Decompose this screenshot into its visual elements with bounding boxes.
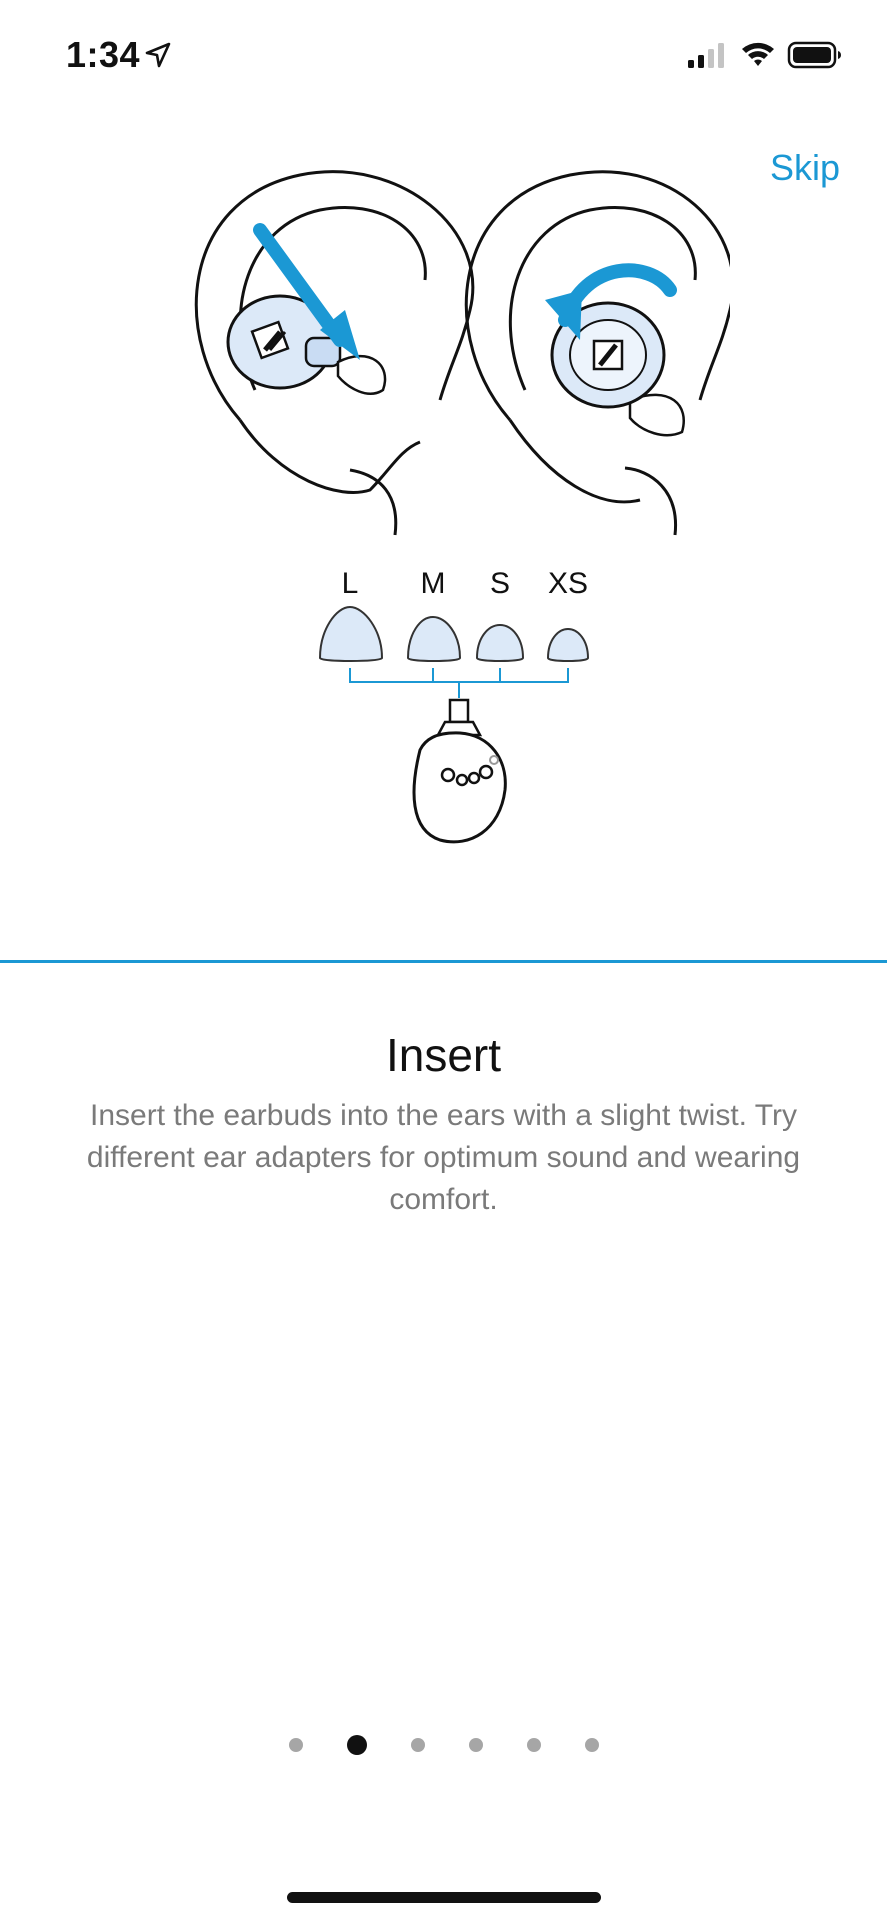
earbud-body-illustration	[414, 700, 505, 842]
size-label-m: M	[420, 567, 446, 600]
location-arrow-icon	[145, 42, 171, 68]
status-bar	[0, 0, 887, 110]
earbud-insert-illustration	[170, 150, 730, 850]
ear-tip-m	[408, 617, 460, 661]
page-indicator	[0, 1730, 887, 1760]
size-label-l: L	[341, 567, 359, 600]
page-dot-1[interactable]	[289, 1738, 303, 1752]
size-label-s: S	[489, 567, 511, 600]
page-dot-4[interactable]	[469, 1738, 483, 1752]
ear-tip-s	[477, 625, 523, 661]
size-label-xs: XS	[547, 567, 589, 600]
ear-tip-xs	[548, 629, 588, 661]
section-divider	[0, 960, 887, 963]
right-ear-illustration	[466, 172, 730, 535]
page-dot-2-active[interactable]	[347, 1735, 367, 1755]
left-ear-illustration	[196, 172, 472, 535]
onboarding-description: Insert the earbuds into the ears with a slight twist. Try different ear adapters for optimum sound and wearing comfort.	[86, 1099, 801, 1216]
home-indicator[interactable]	[287, 1892, 601, 1903]
wifi-icon	[740, 38, 776, 70]
size-bracket	[350, 668, 568, 698]
status-time: 1:34	[66, 34, 141, 75]
page-dot-5[interactable]	[527, 1738, 541, 1752]
page-dot-3[interactable]	[411, 1738, 425, 1752]
skip-button[interactable]: Skip	[770, 143, 840, 193]
page-dot-6[interactable]	[585, 1738, 599, 1752]
onboarding-title: Insert	[385, 1029, 502, 1081]
ear-tip-l	[320, 607, 382, 661]
battery-icon	[787, 40, 843, 70]
cellular-signal-icon	[686, 40, 726, 70]
